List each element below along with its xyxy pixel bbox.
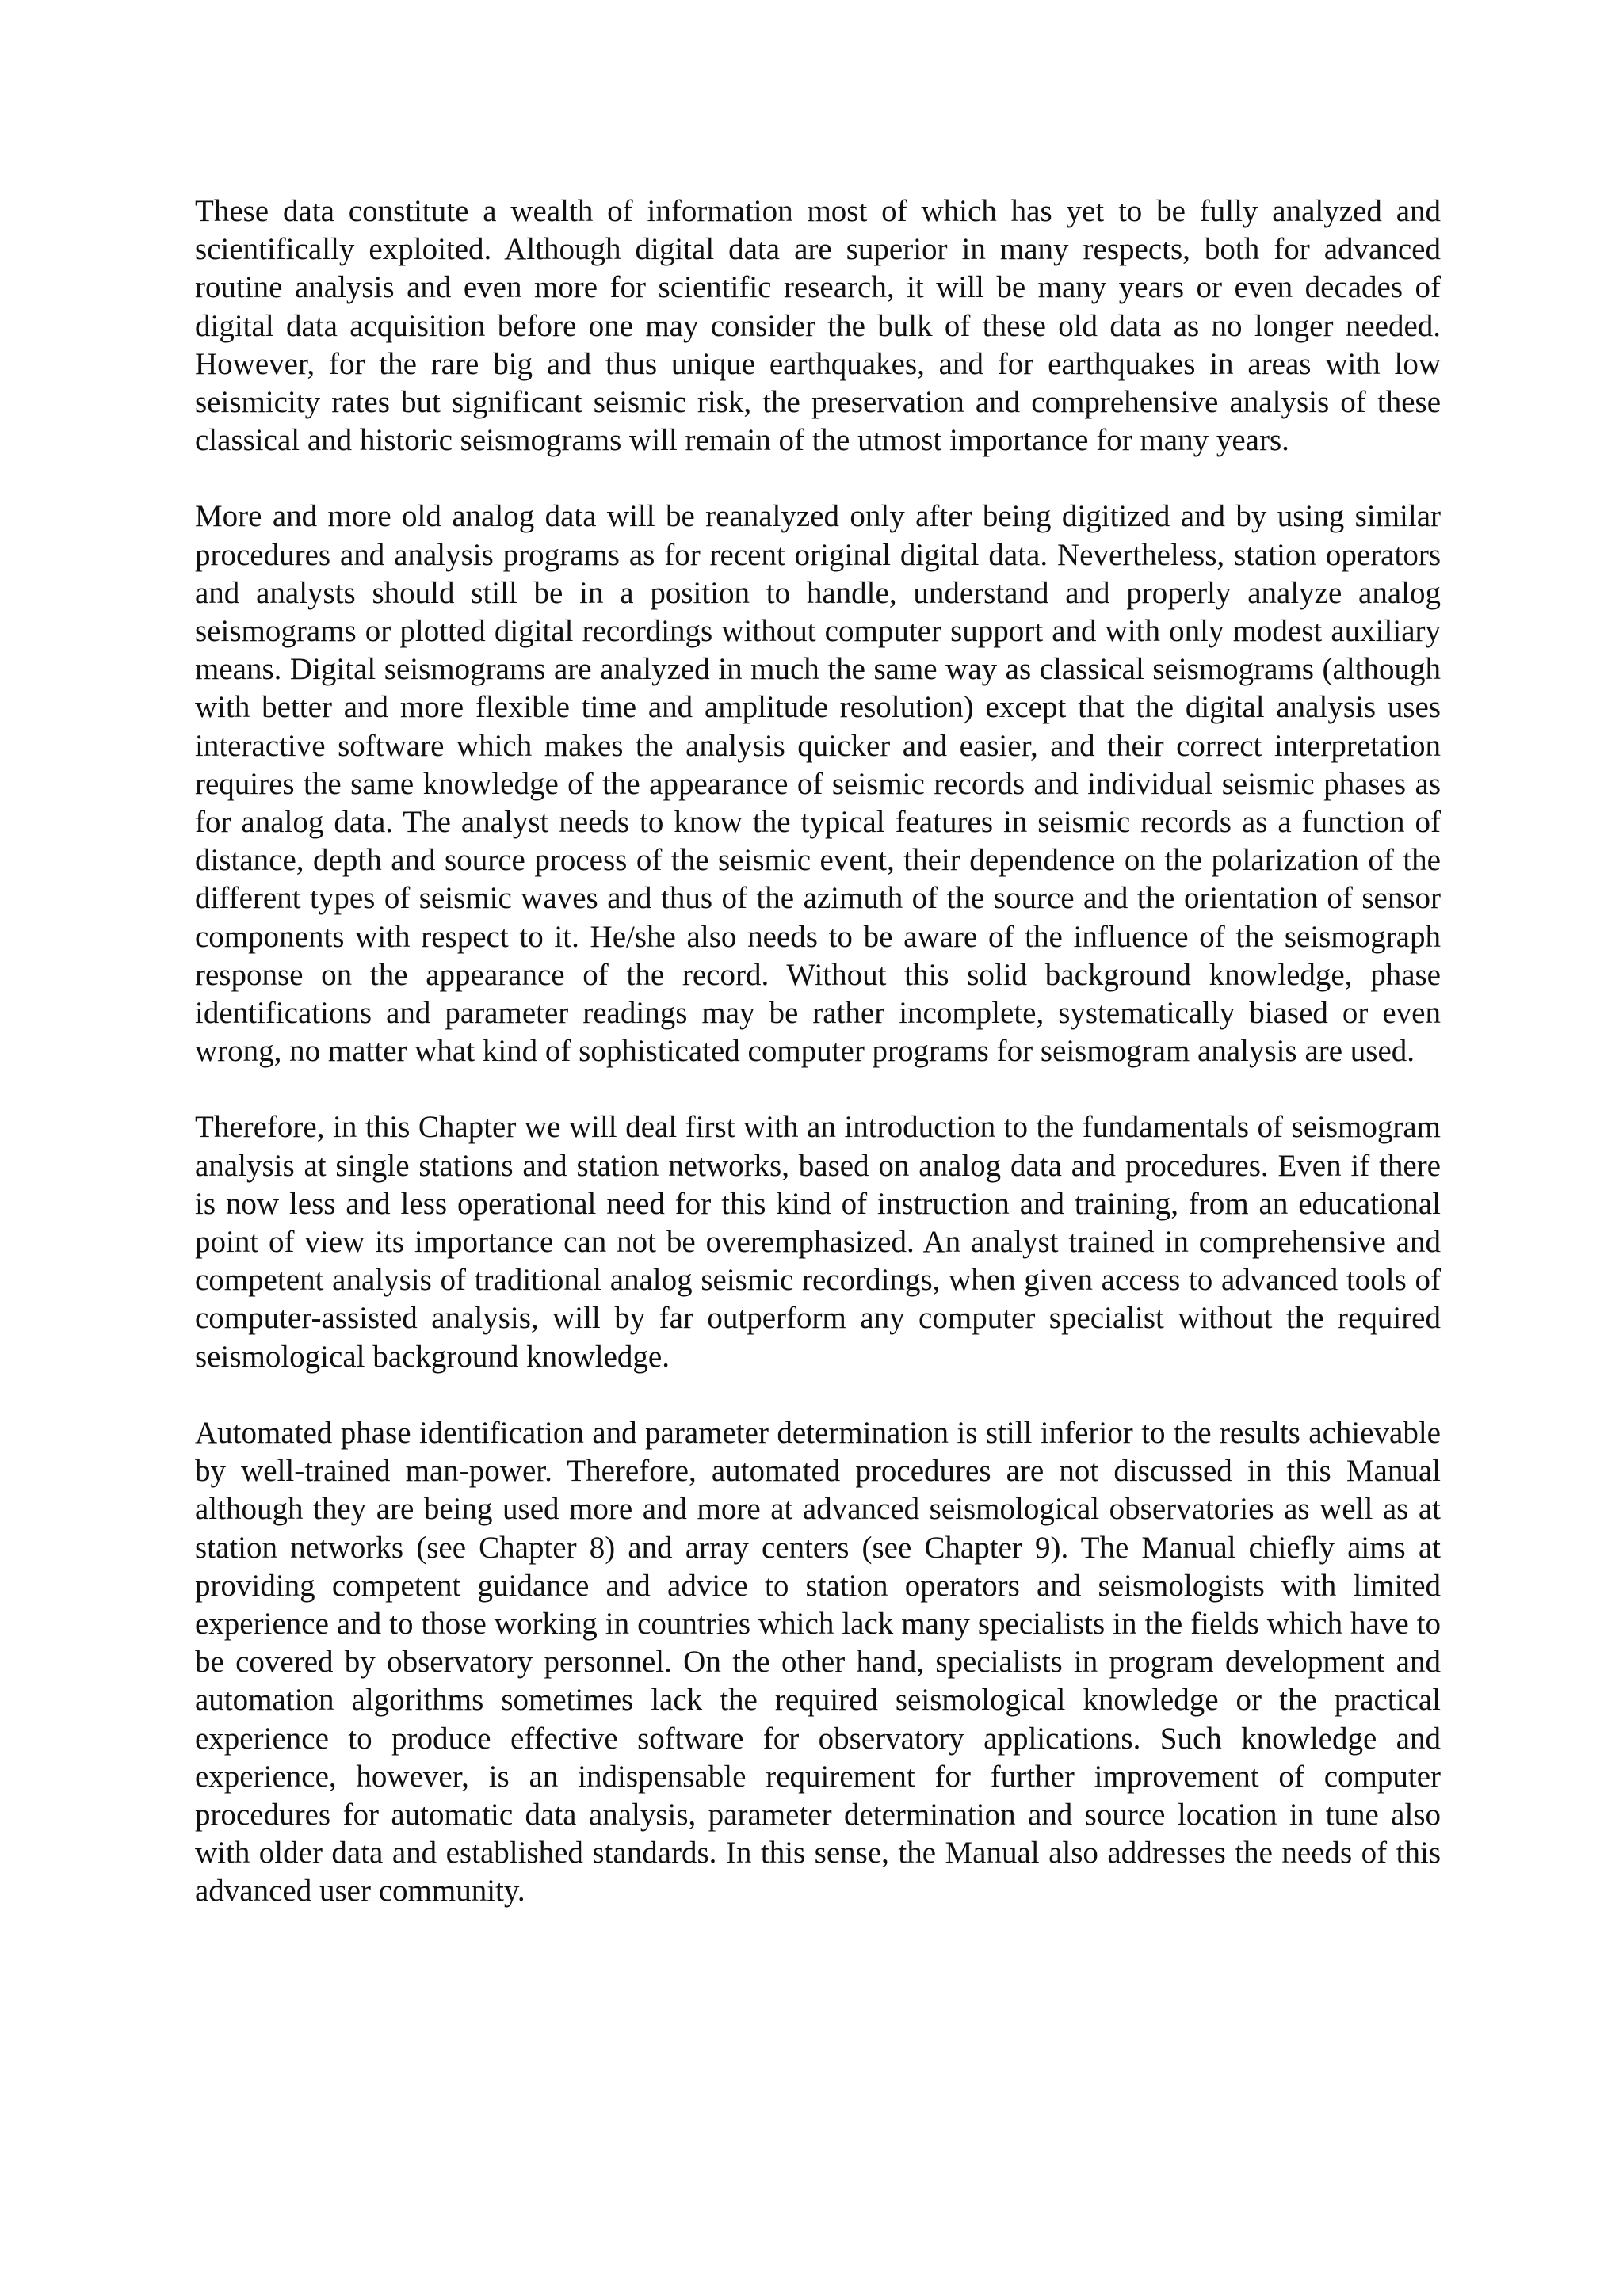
paragraph-data-wealth: These data constitute a wealth of information most of which has yet to be fully analyzed and scientifically exploited. Although digital data are superior in many respects, both for advanced routine analysis and even more for scientific research, it will be many years or even decades of digital data acquisition before one may consider the bulk of these old data as no longer needed. However, for the rare big and thus unique earthquakes, and for earthquakes in areas with low seismicity rates but significant seismic risk, the preservation and comprehensive analysis of these classical and historic seismograms will remain of the utmost importance for many years. bbox=[195, 194, 1441, 458]
paragraph-chapter-introduction: Therefore, in this Chapter we will deal first with an introduction to the fundamentals of seismogram analysis at single stations and station networks, based on analog data and procedures. Even if there is now less and less operational need for this kind of instruction and training, from an educational point of view its importance can not be overemphasized. An analyst trained in comprehensive and competent analysis of traditional analog seismic recordings, when given access to advanced tools of computer-assisted analysis, will by far outperform any computer specialist without the required seismological background knowledge. bbox=[195, 1110, 1441, 1374]
body-text bbox=[195, 193, 1441, 1949]
paragraph-automated-procedures: Automated phase identification and parameter determination is still inferior to the results achievable by well-trained man-power. Therefore, automated procedures are not discussed in this Manual although they are being used more and more at advanced seismological observatories as well as at station networks (see Chapter 8) and array centers (see Chapter 9). The Manual chiefly aims at providing competent guidance and advice to station operators and seismologists with limited experience and to those working in countries which lack many specialists in the fields which have to be covered by observatory personnel. On the other hand, specialists in program development and automation algorithms sometimes lack the required seismological knowledge or the practical experience to produce effective software for observatory applications. Such knowledge and experience, however, is an indispensable requirement for further improvement of computer procedures for automatic data analysis, parameter determination and source location in tune also with older data and established standards. In this sense, the Manual also addresses the needs of this advanced user community. bbox=[195, 1415, 1441, 1909]
paragraph-analog-reanalysis: More and more old analog data will be reanalyzed only after being digitized and by using similar procedures and analysis programs as for recent original digital data. Nevertheless, station operators and analysts should still be in a position to handle, understand and properly analyze analog seismograms or plotted digital recordings without computer support and with only modest auxiliary means. Digital seismograms are analyzed in much the same way as classical seismograms (although with better and more flexible time and amplitude resolution) except that the digital analysis uses interactive software which makes the analysis quicker and easier, and their correct interpretation requires the same knowledge of the appearance of seismic records and individual seismic phases as for analog data. The analyst needs to know the typical features in seismic records as a function of distance, depth and source process of the seismic event, their dependence on the polarization of the different types of seismic waves and thus of the azimuth of the source and the orientation of sensor components with respect to it. He/she also needs to be aware of the influence of the seismograph response on the appearance of the record. Without this solid background knowledge, phase identifications and parameter readings may be rather incomplete, systematically biased or even wrong, no matter what kind of sophisticated computer programs for seismogram analysis are used. bbox=[195, 499, 1441, 1069]
